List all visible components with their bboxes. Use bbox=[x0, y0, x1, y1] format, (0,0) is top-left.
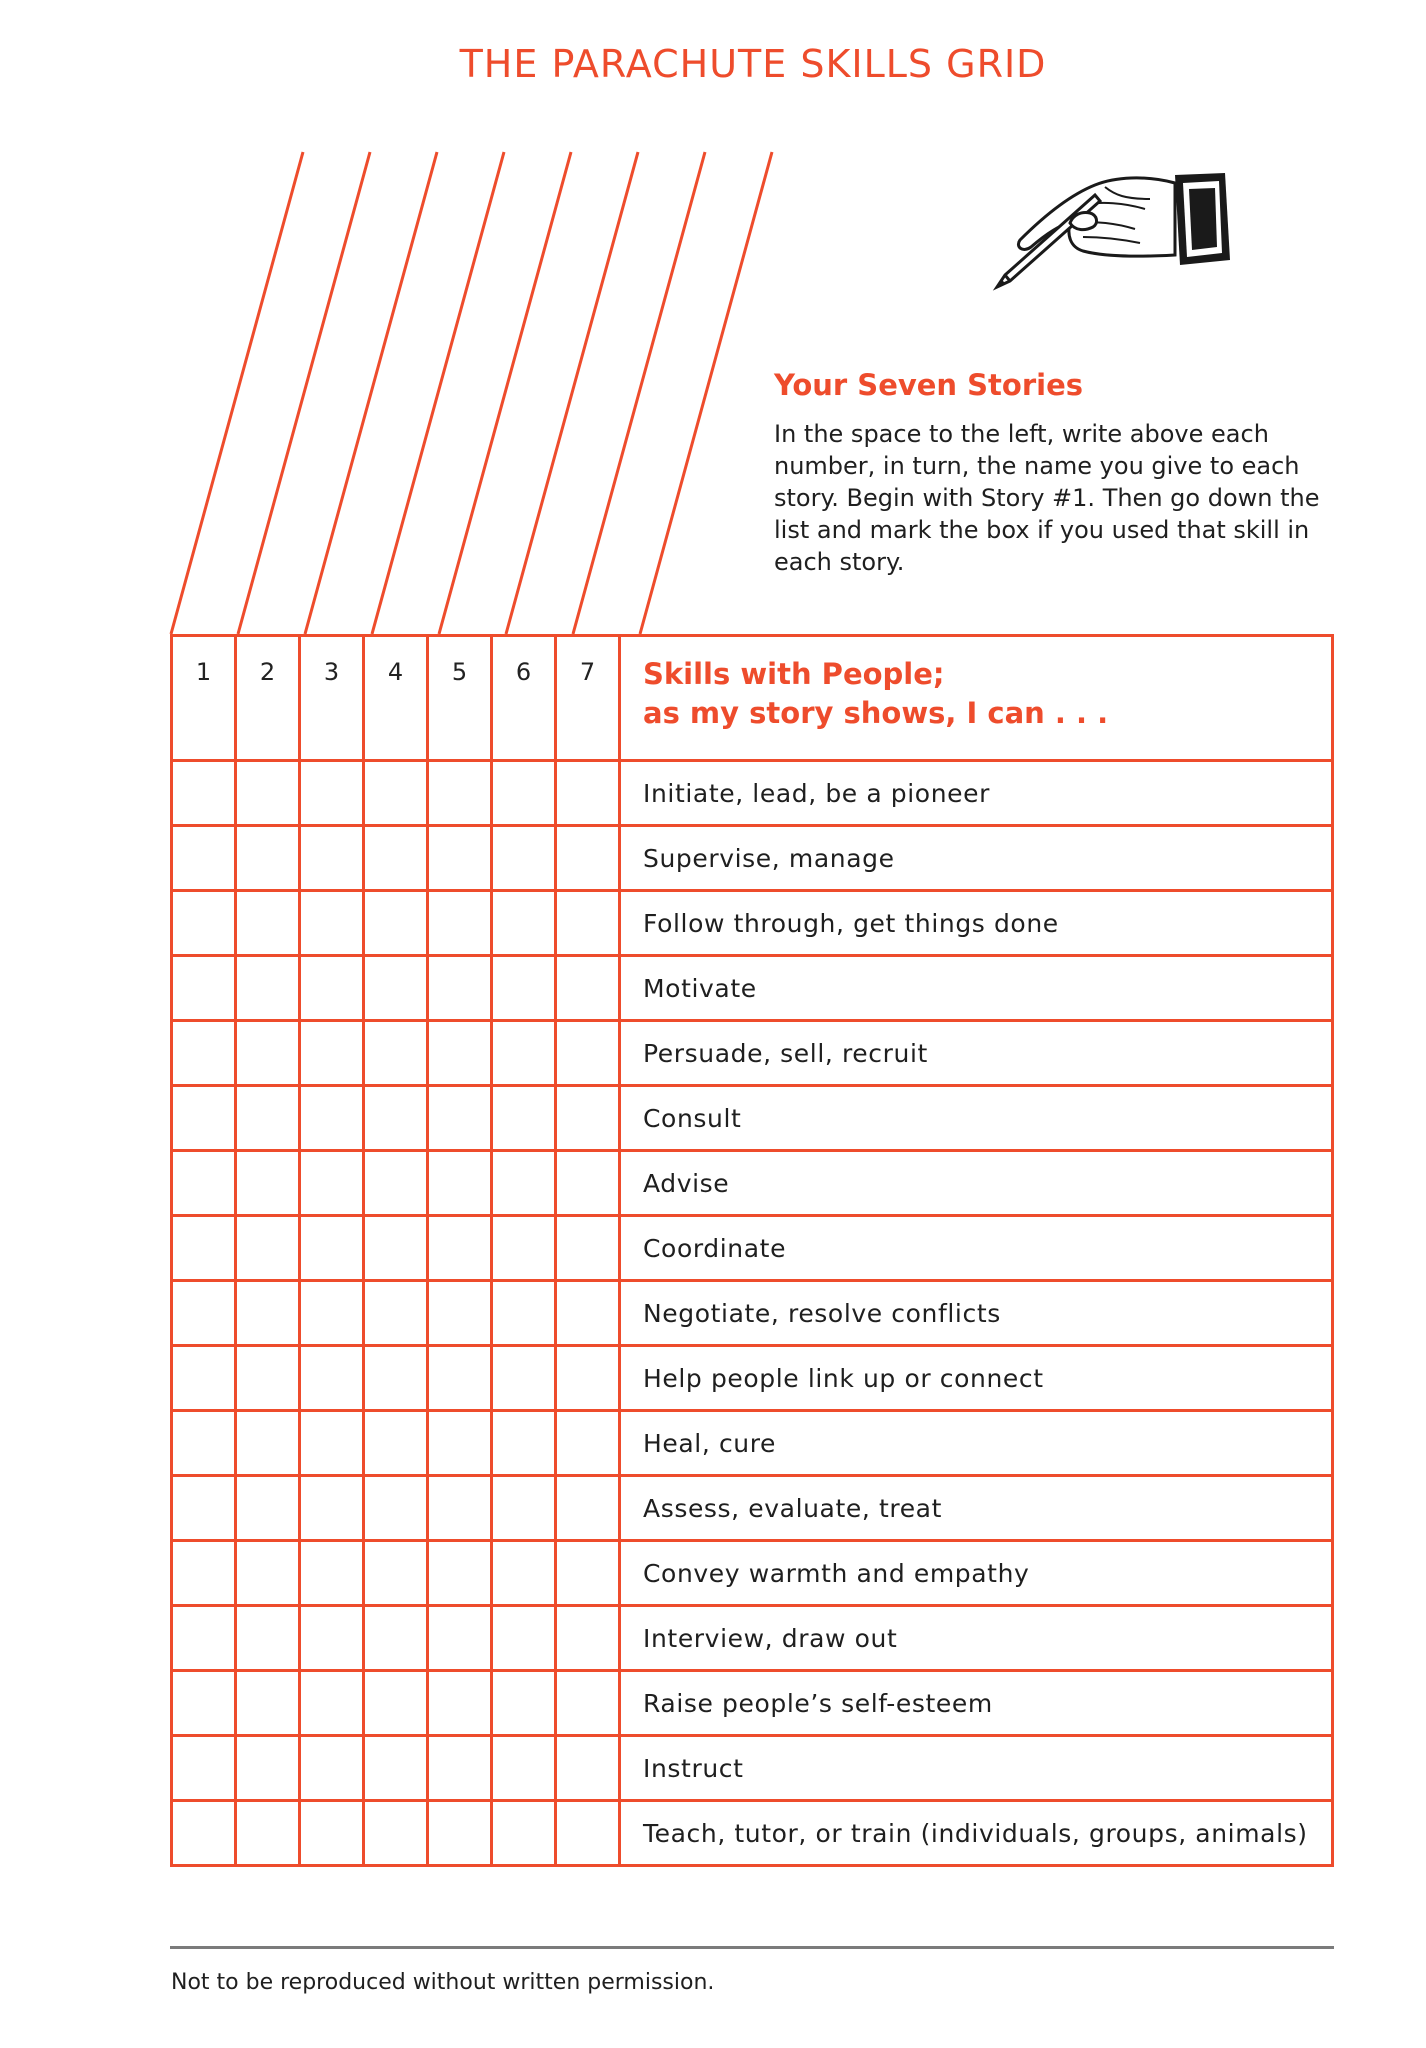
checkbox-cell-story-2[interactable] bbox=[236, 1086, 300, 1151]
footer-divider bbox=[170, 1946, 1334, 1949]
table-row bbox=[172, 891, 1333, 956]
story-number-6 bbox=[492, 636, 556, 761]
checkbox-cell-story-7[interactable] bbox=[556, 1086, 620, 1151]
checkbox-cell-story-4[interactable] bbox=[364, 1476, 428, 1541]
checkbox-cell-story-3[interactable] bbox=[300, 1541, 364, 1606]
page-title: THE PARACHUTE SKILLS GRID bbox=[459, 42, 1047, 86]
checkbox-cell-story-5[interactable] bbox=[428, 1736, 492, 1801]
skill-label: Motivate bbox=[620, 956, 1333, 1021]
checkbox-cell-story-2[interactable] bbox=[236, 761, 300, 826]
skill-label: Supervise, manage bbox=[620, 826, 1333, 891]
checkbox-cell-story-4[interactable] bbox=[364, 1541, 428, 1606]
checkbox-cell-story-6[interactable] bbox=[492, 1476, 556, 1541]
checkbox-cell-story-1[interactable] bbox=[172, 1541, 236, 1606]
checkbox-cell-story-6[interactable] bbox=[492, 891, 556, 956]
checkbox-cell-story-3[interactable] bbox=[300, 826, 364, 891]
checkbox-cell-story-3[interactable] bbox=[300, 891, 364, 956]
checkbox-cell-story-7[interactable] bbox=[556, 1216, 620, 1281]
checkbox-cell-story-4[interactable] bbox=[364, 1021, 428, 1086]
checkbox-cell-story-6[interactable] bbox=[492, 1671, 556, 1736]
table-row bbox=[172, 1216, 1333, 1281]
checkbox-cell-story-7[interactable] bbox=[556, 1021, 620, 1086]
checkbox-cell-story-3[interactable] bbox=[300, 1671, 364, 1736]
story-number-5 bbox=[428, 636, 492, 761]
checkbox-cell-story-5[interactable] bbox=[428, 1086, 492, 1151]
slant-line-5 bbox=[439, 152, 571, 634]
skill-label: Assess, evaluate, treat bbox=[620, 1476, 1333, 1541]
checkbox-cell-story-6[interactable] bbox=[492, 761, 556, 826]
checkbox-cell-story-3[interactable] bbox=[300, 1151, 364, 1216]
checkbox-cell-story-3[interactable] bbox=[300, 1346, 364, 1411]
checkbox-cell-story-4[interactable] bbox=[364, 956, 428, 1021]
checkbox-cell-story-7[interactable] bbox=[556, 1736, 620, 1801]
skills-header-line1: Skills with People; bbox=[643, 657, 945, 691]
checkbox-cell-story-5[interactable] bbox=[428, 956, 492, 1021]
story-number-4 bbox=[364, 636, 428, 761]
checkbox-cell-story-5[interactable] bbox=[428, 1346, 492, 1411]
checkbox-cell-story-7[interactable] bbox=[556, 956, 620, 1021]
checkbox-cell-story-4[interactable] bbox=[364, 891, 428, 956]
table-row bbox=[172, 1281, 1333, 1346]
story-number-label: 6 bbox=[515, 658, 532, 686]
checkbox-cell-story-1[interactable] bbox=[172, 1671, 236, 1736]
hand-holding-pencil-icon bbox=[975, 165, 1235, 295]
checkbox-cell-story-3[interactable] bbox=[300, 761, 364, 826]
checkbox-cell-story-7[interactable] bbox=[556, 1476, 620, 1541]
checkbox-cell-story-5[interactable] bbox=[428, 761, 492, 826]
table-row bbox=[172, 826, 1333, 891]
table-row bbox=[172, 1346, 1333, 1411]
checkbox-cell-story-1[interactable] bbox=[172, 1151, 236, 1216]
skill-label: Teach, tutor, or train (individuals, groups, animals) bbox=[620, 1801, 1333, 1866]
checkbox-cell-story-2[interactable] bbox=[236, 1281, 300, 1346]
skill-label: Persuade, sell, recruit bbox=[620, 1021, 1333, 1086]
story-number-1 bbox=[172, 636, 236, 761]
checkbox-cell-story-5[interactable] bbox=[428, 891, 492, 956]
checkbox-cell-story-1[interactable] bbox=[172, 1606, 236, 1671]
skill-label: Convey warmth and empathy bbox=[620, 1541, 1333, 1606]
checkbox-cell-story-6[interactable] bbox=[492, 1606, 556, 1671]
checkbox-cell-story-1[interactable] bbox=[172, 956, 236, 1021]
checkbox-cell-story-6[interactable] bbox=[492, 1541, 556, 1606]
checkbox-cell-story-2[interactable] bbox=[236, 1671, 300, 1736]
checkbox-cell-story-1[interactable] bbox=[172, 1346, 236, 1411]
checkbox-cell-story-4[interactable] bbox=[364, 1736, 428, 1801]
story-number-label: 5 bbox=[451, 658, 468, 686]
checkbox-cell-story-1[interactable] bbox=[172, 1736, 236, 1801]
checkbox-cell-story-1[interactable] bbox=[172, 1411, 236, 1476]
slant-line-7 bbox=[573, 152, 705, 634]
checkbox-cell-story-2[interactable] bbox=[236, 1541, 300, 1606]
checkbox-cell-story-5[interactable] bbox=[428, 1606, 492, 1671]
checkbox-cell-story-5[interactable] bbox=[428, 1021, 492, 1086]
checkbox-cell-story-1[interactable] bbox=[172, 1281, 236, 1346]
table-row bbox=[172, 1086, 1333, 1151]
checkbox-cell-story-6[interactable] bbox=[492, 1346, 556, 1411]
table-row bbox=[172, 1411, 1333, 1476]
checkbox-cell-story-1[interactable] bbox=[172, 1801, 236, 1866]
checkbox-cell-story-2[interactable] bbox=[236, 1736, 300, 1801]
checkbox-cell-story-2[interactable] bbox=[236, 1021, 300, 1086]
checkbox-cell-story-4[interactable] bbox=[364, 1151, 428, 1216]
checkbox-cell-story-2[interactable] bbox=[236, 956, 300, 1021]
checkbox-cell-story-7[interactable] bbox=[556, 1671, 620, 1736]
table-row bbox=[172, 1671, 1333, 1736]
checkbox-cell-story-3[interactable] bbox=[300, 1606, 364, 1671]
skill-label: Follow through, get things done bbox=[620, 891, 1333, 956]
table-row bbox=[172, 1151, 1333, 1216]
slant-line-6 bbox=[506, 152, 638, 634]
checkbox-cell-story-1[interactable] bbox=[172, 1216, 236, 1281]
slant-line-2 bbox=[238, 152, 370, 634]
checkbox-cell-story-6[interactable] bbox=[492, 1411, 556, 1476]
checkbox-cell-story-6[interactable] bbox=[492, 1801, 556, 1866]
checkbox-cell-story-2[interactable] bbox=[236, 1346, 300, 1411]
checkbox-cell-story-5[interactable] bbox=[428, 1801, 492, 1866]
checkbox-cell-story-4[interactable] bbox=[364, 1346, 428, 1411]
checkbox-cell-story-7[interactable] bbox=[556, 1801, 620, 1866]
checkbox-cell-story-6[interactable] bbox=[492, 956, 556, 1021]
checkbox-cell-story-1[interactable] bbox=[172, 1476, 236, 1541]
checkbox-cell-story-7[interactable] bbox=[556, 761, 620, 826]
checkbox-cell-story-7[interactable] bbox=[556, 826, 620, 891]
checkbox-cell-story-1[interactable] bbox=[172, 826, 236, 891]
story-number-label: 4 bbox=[387, 658, 404, 686]
checkbox-cell-story-4[interactable] bbox=[364, 826, 428, 891]
table-row bbox=[172, 956, 1333, 1021]
checkbox-cell-story-4[interactable] bbox=[364, 1671, 428, 1736]
checkbox-cell-story-5[interactable] bbox=[428, 1151, 492, 1216]
checkbox-cell-story-6[interactable] bbox=[492, 1086, 556, 1151]
checkbox-cell-story-7[interactable] bbox=[556, 1411, 620, 1476]
skills-grid bbox=[170, 634, 1334, 1867]
checkbox-cell-story-5[interactable] bbox=[428, 826, 492, 891]
stories-heading: Your Seven Stories bbox=[774, 368, 1084, 402]
checkbox-cell-story-5[interactable] bbox=[428, 1216, 492, 1281]
checkbox-cell-story-6[interactable] bbox=[492, 1281, 556, 1346]
checkbox-cell-story-6[interactable] bbox=[492, 1021, 556, 1086]
table-row bbox=[172, 1021, 1333, 1086]
checkbox-cell-story-7[interactable] bbox=[556, 1606, 620, 1671]
checkbox-cell-story-4[interactable] bbox=[364, 1281, 428, 1346]
checkbox-cell-story-5[interactable] bbox=[428, 1281, 492, 1346]
checkbox-cell-story-6[interactable] bbox=[492, 1151, 556, 1216]
story-number-2 bbox=[236, 636, 300, 761]
story-number-label: 1 bbox=[195, 658, 212, 686]
checkbox-cell-story-3[interactable] bbox=[300, 1216, 364, 1281]
skill-label: Negotiate, resolve conflicts bbox=[620, 1281, 1333, 1346]
table-row bbox=[172, 761, 1333, 826]
checkbox-cell-story-1[interactable] bbox=[172, 761, 236, 826]
checkbox-cell-story-1[interactable] bbox=[172, 1086, 236, 1151]
slant-line-3 bbox=[305, 152, 437, 634]
checkbox-cell-story-2[interactable] bbox=[236, 1411, 300, 1476]
checkbox-cell-story-7[interactable] bbox=[556, 1346, 620, 1411]
skill-label: Help people link up or connect bbox=[620, 1346, 1333, 1411]
story-number-3 bbox=[300, 636, 364, 761]
stories-instructions: In the space to the left, write above each number, in turn, the name you give to each story. Begin with Story #1. Then go down the list and mark the box if you used that skill in each story. bbox=[774, 420, 1320, 576]
checkbox-cell-story-7[interactable] bbox=[556, 1151, 620, 1216]
checkbox-cell-story-2[interactable] bbox=[236, 1801, 300, 1866]
grid-header-row bbox=[172, 636, 1333, 761]
checkbox-cell-story-4[interactable] bbox=[364, 1606, 428, 1671]
checkbox-cell-story-3[interactable] bbox=[300, 956, 364, 1021]
skills-header-line2: as my story shows, I can . . . bbox=[643, 696, 1109, 730]
slant-line-8 bbox=[640, 152, 772, 634]
skill-label: Heal, cure bbox=[620, 1411, 1333, 1476]
checkbox-cell-story-2[interactable] bbox=[236, 1476, 300, 1541]
checkbox-cell-story-1[interactable] bbox=[172, 891, 236, 956]
story-number-label: 2 bbox=[259, 658, 276, 686]
checkbox-cell-story-6[interactable] bbox=[492, 1736, 556, 1801]
checkbox-cell-story-2[interactable] bbox=[236, 1216, 300, 1281]
checkbox-cell-story-2[interactable] bbox=[236, 891, 300, 956]
slant-line-4 bbox=[372, 152, 504, 634]
checkbox-cell-story-5[interactable] bbox=[428, 1671, 492, 1736]
skill-label: Raise people’s self-esteem bbox=[620, 1671, 1333, 1736]
checkbox-cell-story-5[interactable] bbox=[428, 1476, 492, 1541]
slant-line-1 bbox=[171, 152, 303, 634]
checkbox-cell-story-3[interactable] bbox=[300, 1086, 364, 1151]
checkbox-cell-story-4[interactable] bbox=[364, 1086, 428, 1151]
checkbox-cell-story-7[interactable] bbox=[556, 1281, 620, 1346]
checkbox-cell-story-3[interactable] bbox=[300, 1411, 364, 1476]
checkbox-cell-story-1[interactable] bbox=[172, 1021, 236, 1086]
checkbox-cell-story-5[interactable] bbox=[428, 1411, 492, 1476]
checkbox-cell-story-2[interactable] bbox=[236, 826, 300, 891]
checkbox-cell-story-3[interactable] bbox=[300, 1801, 364, 1866]
checkbox-cell-story-5[interactable] bbox=[428, 1541, 492, 1606]
footer-note: Not to be reproduced without written permission. bbox=[171, 1970, 715, 1995]
checkbox-cell-story-3[interactable] bbox=[300, 1021, 364, 1086]
checkbox-cell-story-7[interactable] bbox=[556, 891, 620, 956]
checkbox-cell-story-2[interactable] bbox=[236, 1606, 300, 1671]
skill-label: Consult bbox=[620, 1086, 1333, 1151]
checkbox-cell-story-2[interactable] bbox=[236, 1151, 300, 1216]
story-number-7 bbox=[556, 636, 620, 761]
checkbox-cell-story-6[interactable] bbox=[492, 826, 556, 891]
skill-label: Interview, draw out bbox=[620, 1606, 1333, 1671]
table-row bbox=[172, 1476, 1333, 1541]
table-row bbox=[172, 1606, 1333, 1671]
checkbox-cell-story-4[interactable] bbox=[364, 761, 428, 826]
checkbox-cell-story-3[interactable] bbox=[300, 1736, 364, 1801]
story-number-label: 7 bbox=[579, 658, 596, 686]
checkbox-cell-story-4[interactable] bbox=[364, 1801, 428, 1866]
checkbox-cell-story-4[interactable] bbox=[364, 1216, 428, 1281]
table-row bbox=[172, 1801, 1333, 1866]
checkbox-cell-story-3[interactable] bbox=[300, 1476, 364, 1541]
checkbox-cell-story-6[interactable] bbox=[492, 1216, 556, 1281]
skill-label: Advise bbox=[620, 1151, 1333, 1216]
skill-label: Initiate, lead, be a pioneer bbox=[620, 761, 1333, 826]
table-row bbox=[172, 1736, 1333, 1801]
story-number-label: 3 bbox=[323, 658, 340, 686]
skills-header bbox=[620, 636, 1333, 761]
checkbox-cell-story-3[interactable] bbox=[300, 1281, 364, 1346]
table-row bbox=[172, 1541, 1333, 1606]
checkbox-cell-story-7[interactable] bbox=[556, 1541, 620, 1606]
skill-label: Coordinate bbox=[620, 1216, 1333, 1281]
skill-label: Instruct bbox=[620, 1736, 1333, 1801]
checkbox-cell-story-4[interactable] bbox=[364, 1411, 428, 1476]
